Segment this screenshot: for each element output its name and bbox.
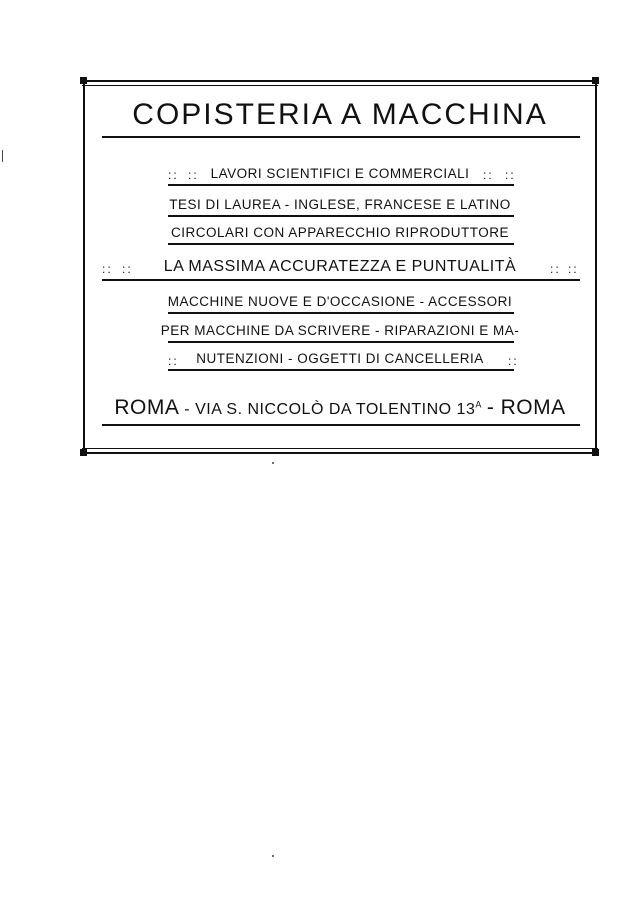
service-underline	[168, 215, 514, 217]
ornament-dots: ::	[505, 168, 516, 182]
service-line: TESI DI LAUREA - INGLESE, FRANCESE E LATINO	[169, 197, 511, 212]
address-city: ROMA	[114, 396, 180, 419]
scan-speck	[272, 462, 274, 464]
service-line: LAVORI SCIENTIFICI E COMMERCIALI	[210, 166, 470, 181]
product-line: PER MACCHINE DA SCRIVERE - RIPARAZIONI E MA-	[160, 323, 520, 338]
scan-speck	[272, 855, 274, 857]
ornament-dots: ::	[550, 262, 561, 276]
ornament-dots: ::	[568, 262, 579, 276]
product-underline	[168, 341, 514, 343]
product-line: NUTENZIONI - OGGETTI DI CANCELLERIA	[196, 351, 484, 366]
tagline-underline	[102, 279, 580, 281]
product-underline	[168, 312, 514, 314]
ad-tagline: LA MASSIMA ACCURATEZZA E PUNTUALITÀ	[163, 258, 517, 275]
advertisement	[82, 78, 598, 456]
ad-title: COPISTERIA A MACCHINA	[132, 98, 548, 131]
ornament-dots: ::	[508, 354, 519, 368]
product-underline	[168, 369, 514, 371]
title-underline	[102, 136, 580, 138]
service-line: CIRCOLARI CON APPARECCHIO RIPRODUTTORE	[170, 225, 510, 240]
ornament-dots: ::	[168, 168, 179, 182]
ad-address	[82, 396, 598, 420]
address-underline	[102, 424, 580, 426]
service-underline	[168, 184, 514, 186]
service-underline	[168, 243, 514, 245]
scan-speck	[2, 150, 3, 162]
ornament-dots: ::	[168, 354, 179, 368]
address-street-suffix: A	[475, 399, 482, 410]
product-line: MACCHINE NUOVE E D'OCCASIONE - ACCESSORI	[167, 294, 513, 309]
ornament-dots: ::	[102, 262, 113, 276]
ornament-dots: ::	[483, 168, 494, 182]
address-street: - VIA S. NICCOLÒ DA TOLENTINO 13	[184, 401, 476, 418]
ornament-dots: ::	[122, 262, 133, 276]
ornament-dots: ::	[188, 168, 199, 182]
address-city: - ROMA	[486, 396, 566, 419]
